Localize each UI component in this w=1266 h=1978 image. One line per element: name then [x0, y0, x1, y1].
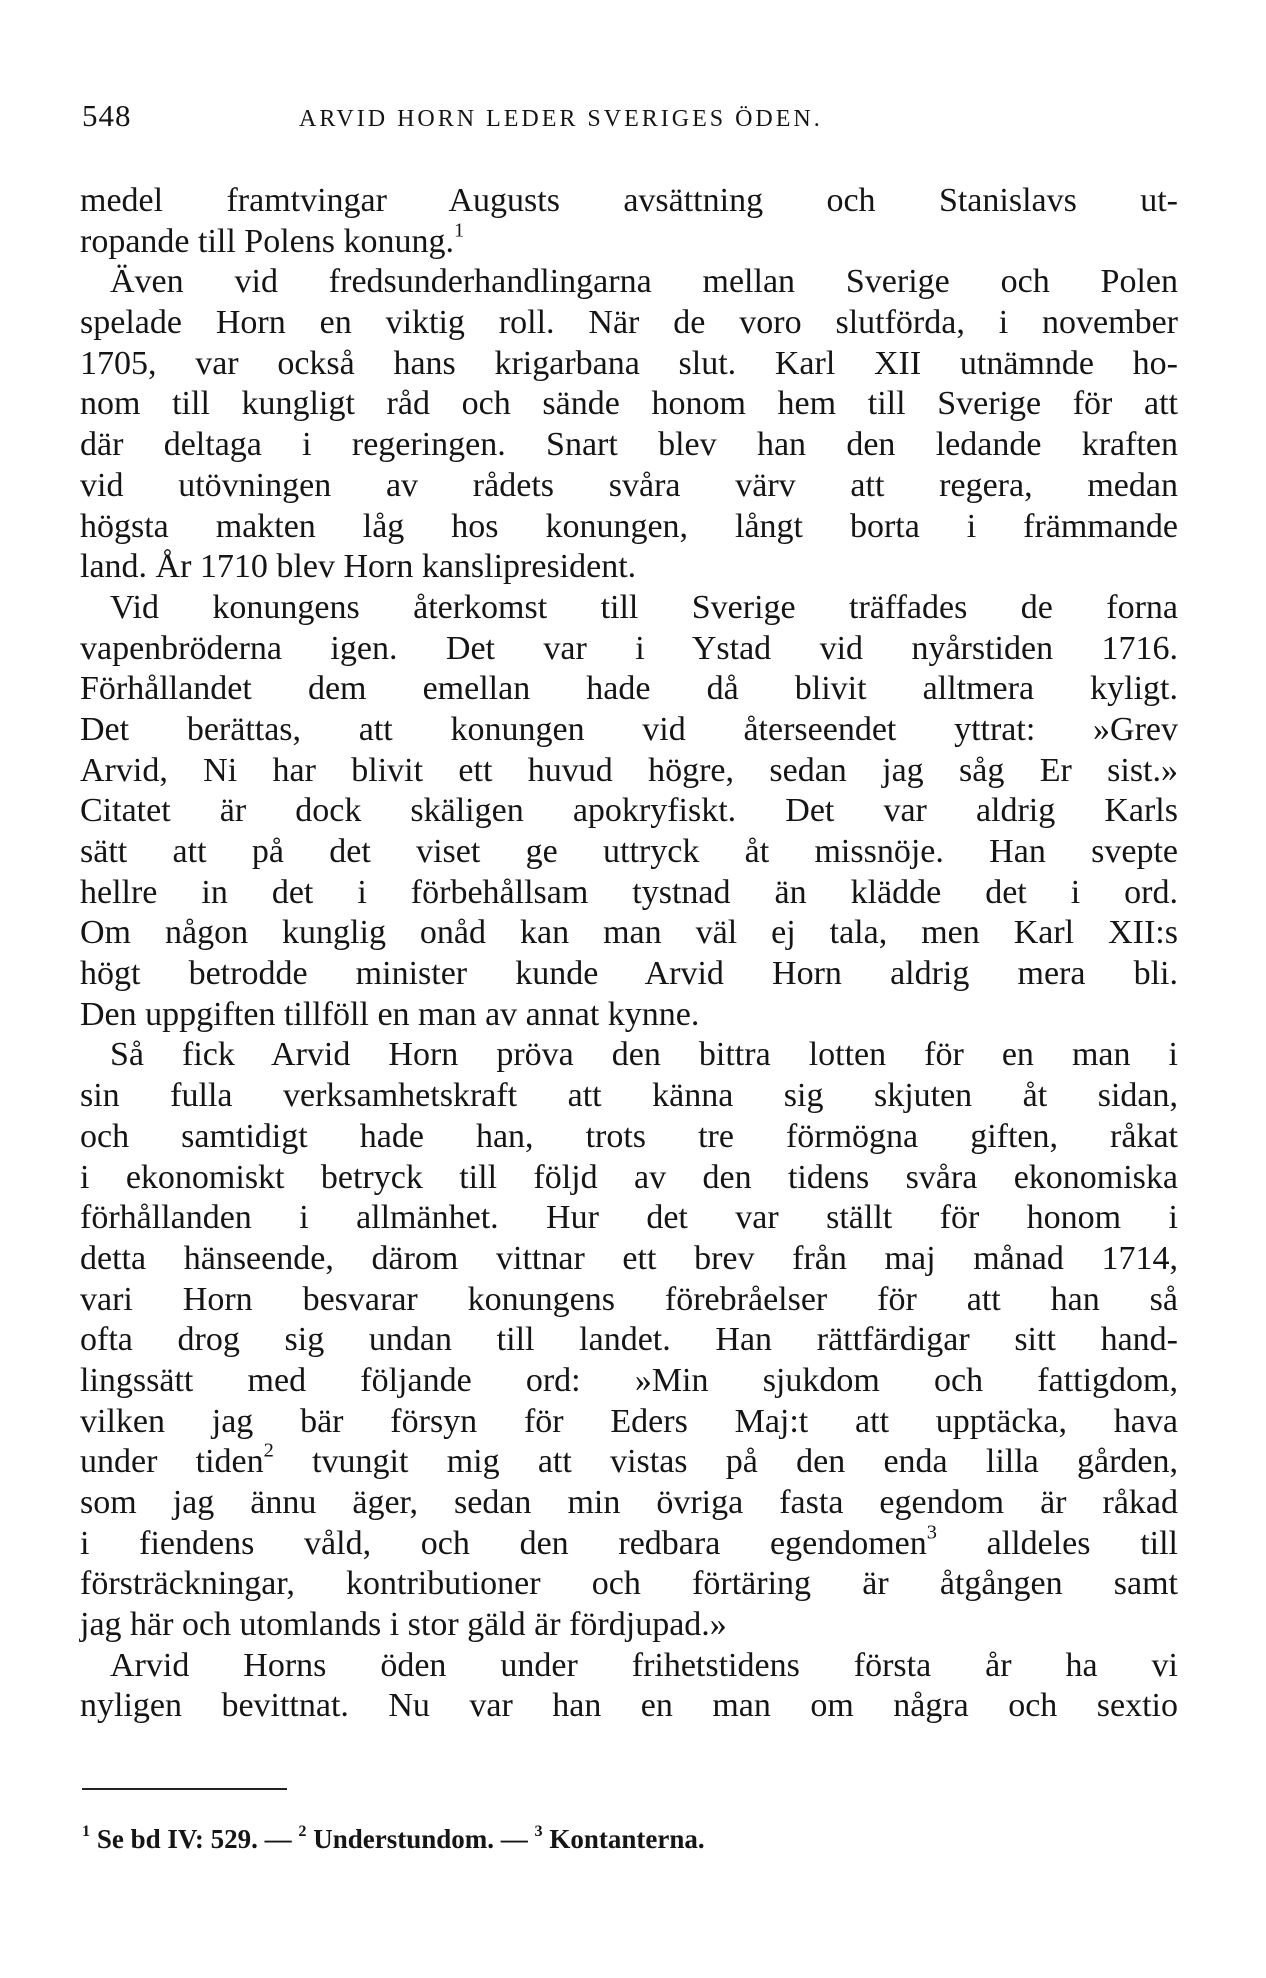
footnote-separator: —	[500, 1824, 528, 1854]
text-line: Om någon kunglig onåd kan man väl ej tala, men Karl XII:s	[80, 914, 1178, 952]
footnote-text: Kontanterna.	[549, 1824, 705, 1854]
footnote	[82, 1821, 258, 1854]
text-segment: alldeles till	[936, 1524, 1178, 1562]
text-line: sin fulla verksamhetskraft att känna sig skjuten åt sidan,	[80, 1077, 1178, 1115]
footnotes	[82, 1821, 705, 1855]
footnote-separator: —	[264, 1824, 292, 1854]
text-line: högt betrodde minister kunde Arvid Horn aldrig mera bli.	[80, 955, 1178, 993]
text-line: Arvid Horns öden under frihetstidens första år ha vi	[110, 1646, 1178, 1684]
text-line: ofta drog sig undan till landet. Han rättfärdigar sitt hand-	[80, 1321, 1178, 1359]
text-line: Förhållandet dem emellan hade då blivit alltmera kyligt.	[80, 670, 1178, 708]
text-line	[80, 1521, 1178, 1565]
footnote	[534, 1821, 705, 1854]
text-line: land. År 1710 blev Horn kanslipresident.	[80, 548, 637, 586]
text-segment: under tiden	[80, 1443, 264, 1481]
text-line: högsta makten låg hos konungen, långt borta i främmande	[80, 507, 1178, 545]
text-line: vid utövningen av rådets svåra värv att regera, medan	[80, 466, 1178, 504]
text-line: sätt att på det viset ge uttryck åt missnöje. Han svepte	[80, 833, 1178, 870]
page-number: 548	[82, 98, 132, 133]
text-line: 1705, var också hans krigarbana slut. Karl XII utnämnde ho-	[80, 344, 1178, 382]
text-line: i ekonomiskt betryck till följd av den tidens svåra ekonomiska	[80, 1158, 1178, 1196]
footnote-mark: 2	[298, 1821, 307, 1840]
page-header	[82, 98, 1182, 148]
text-line: Den uppgiften tillföll en man av annat kynne.	[80, 995, 700, 1033]
text-line: jag här och utomlands i stor gäld är fördjupad.»	[80, 1606, 727, 1644]
text-line	[80, 1442, 1178, 1483]
running-title: ARVID HORN LEDER SVERIGES ÖDEN.	[299, 106, 823, 132]
text-line: där deltaga i regeringen. Snart blev han den ledande kraften	[80, 426, 1178, 464]
footnote-divider	[82, 1788, 287, 1790]
text-line: lingssätt med följande ord: »Min sjukdom och fattigdom,	[80, 1361, 1178, 1399]
text-line: vapenbröderna igen. Det var i Ystad vid nyårstiden 1716.	[80, 629, 1178, 667]
text-line: som jag ännu äger, sedan min övriga fasta egendom är råkad	[80, 1484, 1178, 1521]
text-line: Så fick Arvid Horn pröva den bittra lotten för en man i	[110, 1036, 1178, 1074]
text-line: försträckningar, kontributioner och förtäring är åtgången samt	[80, 1565, 1178, 1603]
footnote	[298, 1821, 495, 1854]
footnote-text: Understundom.	[313, 1824, 495, 1854]
text-line: och samtidigt hade han, trots tre förmögna giften, råkat	[80, 1117, 1178, 1155]
body-text	[80, 181, 1178, 1727]
footnote-text: Se bd IV: 529.	[96, 1824, 258, 1854]
text-line: hellre in det i förbehållsam tystnad än klädde det i ord.	[80, 873, 1178, 911]
text-line: detta hänseende, därom vittnar ett brev från maj månad 1714,	[80, 1239, 1178, 1277]
footnote-ref: 2	[263, 1440, 274, 1463]
text-segment: tvungit mig att vistas på den enda lilla gården,	[273, 1443, 1178, 1481]
text-line: Vid konungens återkomst till Sverige träffades de forna	[110, 588, 1178, 626]
text-line: spelade Horn en viktig roll. När de voro slutförda, i november	[80, 304, 1178, 342]
text-line: Arvid, Ni har blivit ett huvud högre, sedan jag såg Er sist.»	[80, 751, 1178, 789]
footnote-ref: 1	[453, 219, 465, 242]
text-line: Det berättas, att konungen vid återseendet yttrat: »Grev	[80, 710, 1178, 748]
footnote-mark: 1	[82, 1821, 91, 1840]
text-line: vari Horn besvarar konungens förebråelser för att han så	[80, 1280, 1178, 1318]
text-segment: ropande till Polens konung.	[80, 222, 454, 260]
footnote-ref: 3	[926, 1521, 937, 1544]
text-line: nom till kungligt råd och sände honom hem till Sverige för att	[80, 385, 1178, 423]
footnote-mark: 3	[534, 1821, 543, 1840]
text-line: medel framtvingar Augusts avsättning och Stanislavs ut-	[80, 182, 1178, 219]
text-line: Även vid fredsunderhandlingarna mellan Sverige och Polen	[110, 263, 1178, 301]
text-line: vilken jag bär försyn för Eders Maj:t att upptäcka, hava	[80, 1402, 1178, 1440]
text-line: nyligen bevittnat. Nu var han en man om några och sextio	[80, 1687, 1178, 1725]
text-line	[80, 219, 1178, 263]
text-segment: i fiendens våld, och den redbara egendomen	[80, 1524, 927, 1562]
text-line: Citatet är dock skäligen apokryfiskt. Det var aldrig Karls	[80, 792, 1178, 830]
text-line: förhållanden i allmänhet. Hur det var ställt för honom i	[80, 1199, 1178, 1237]
